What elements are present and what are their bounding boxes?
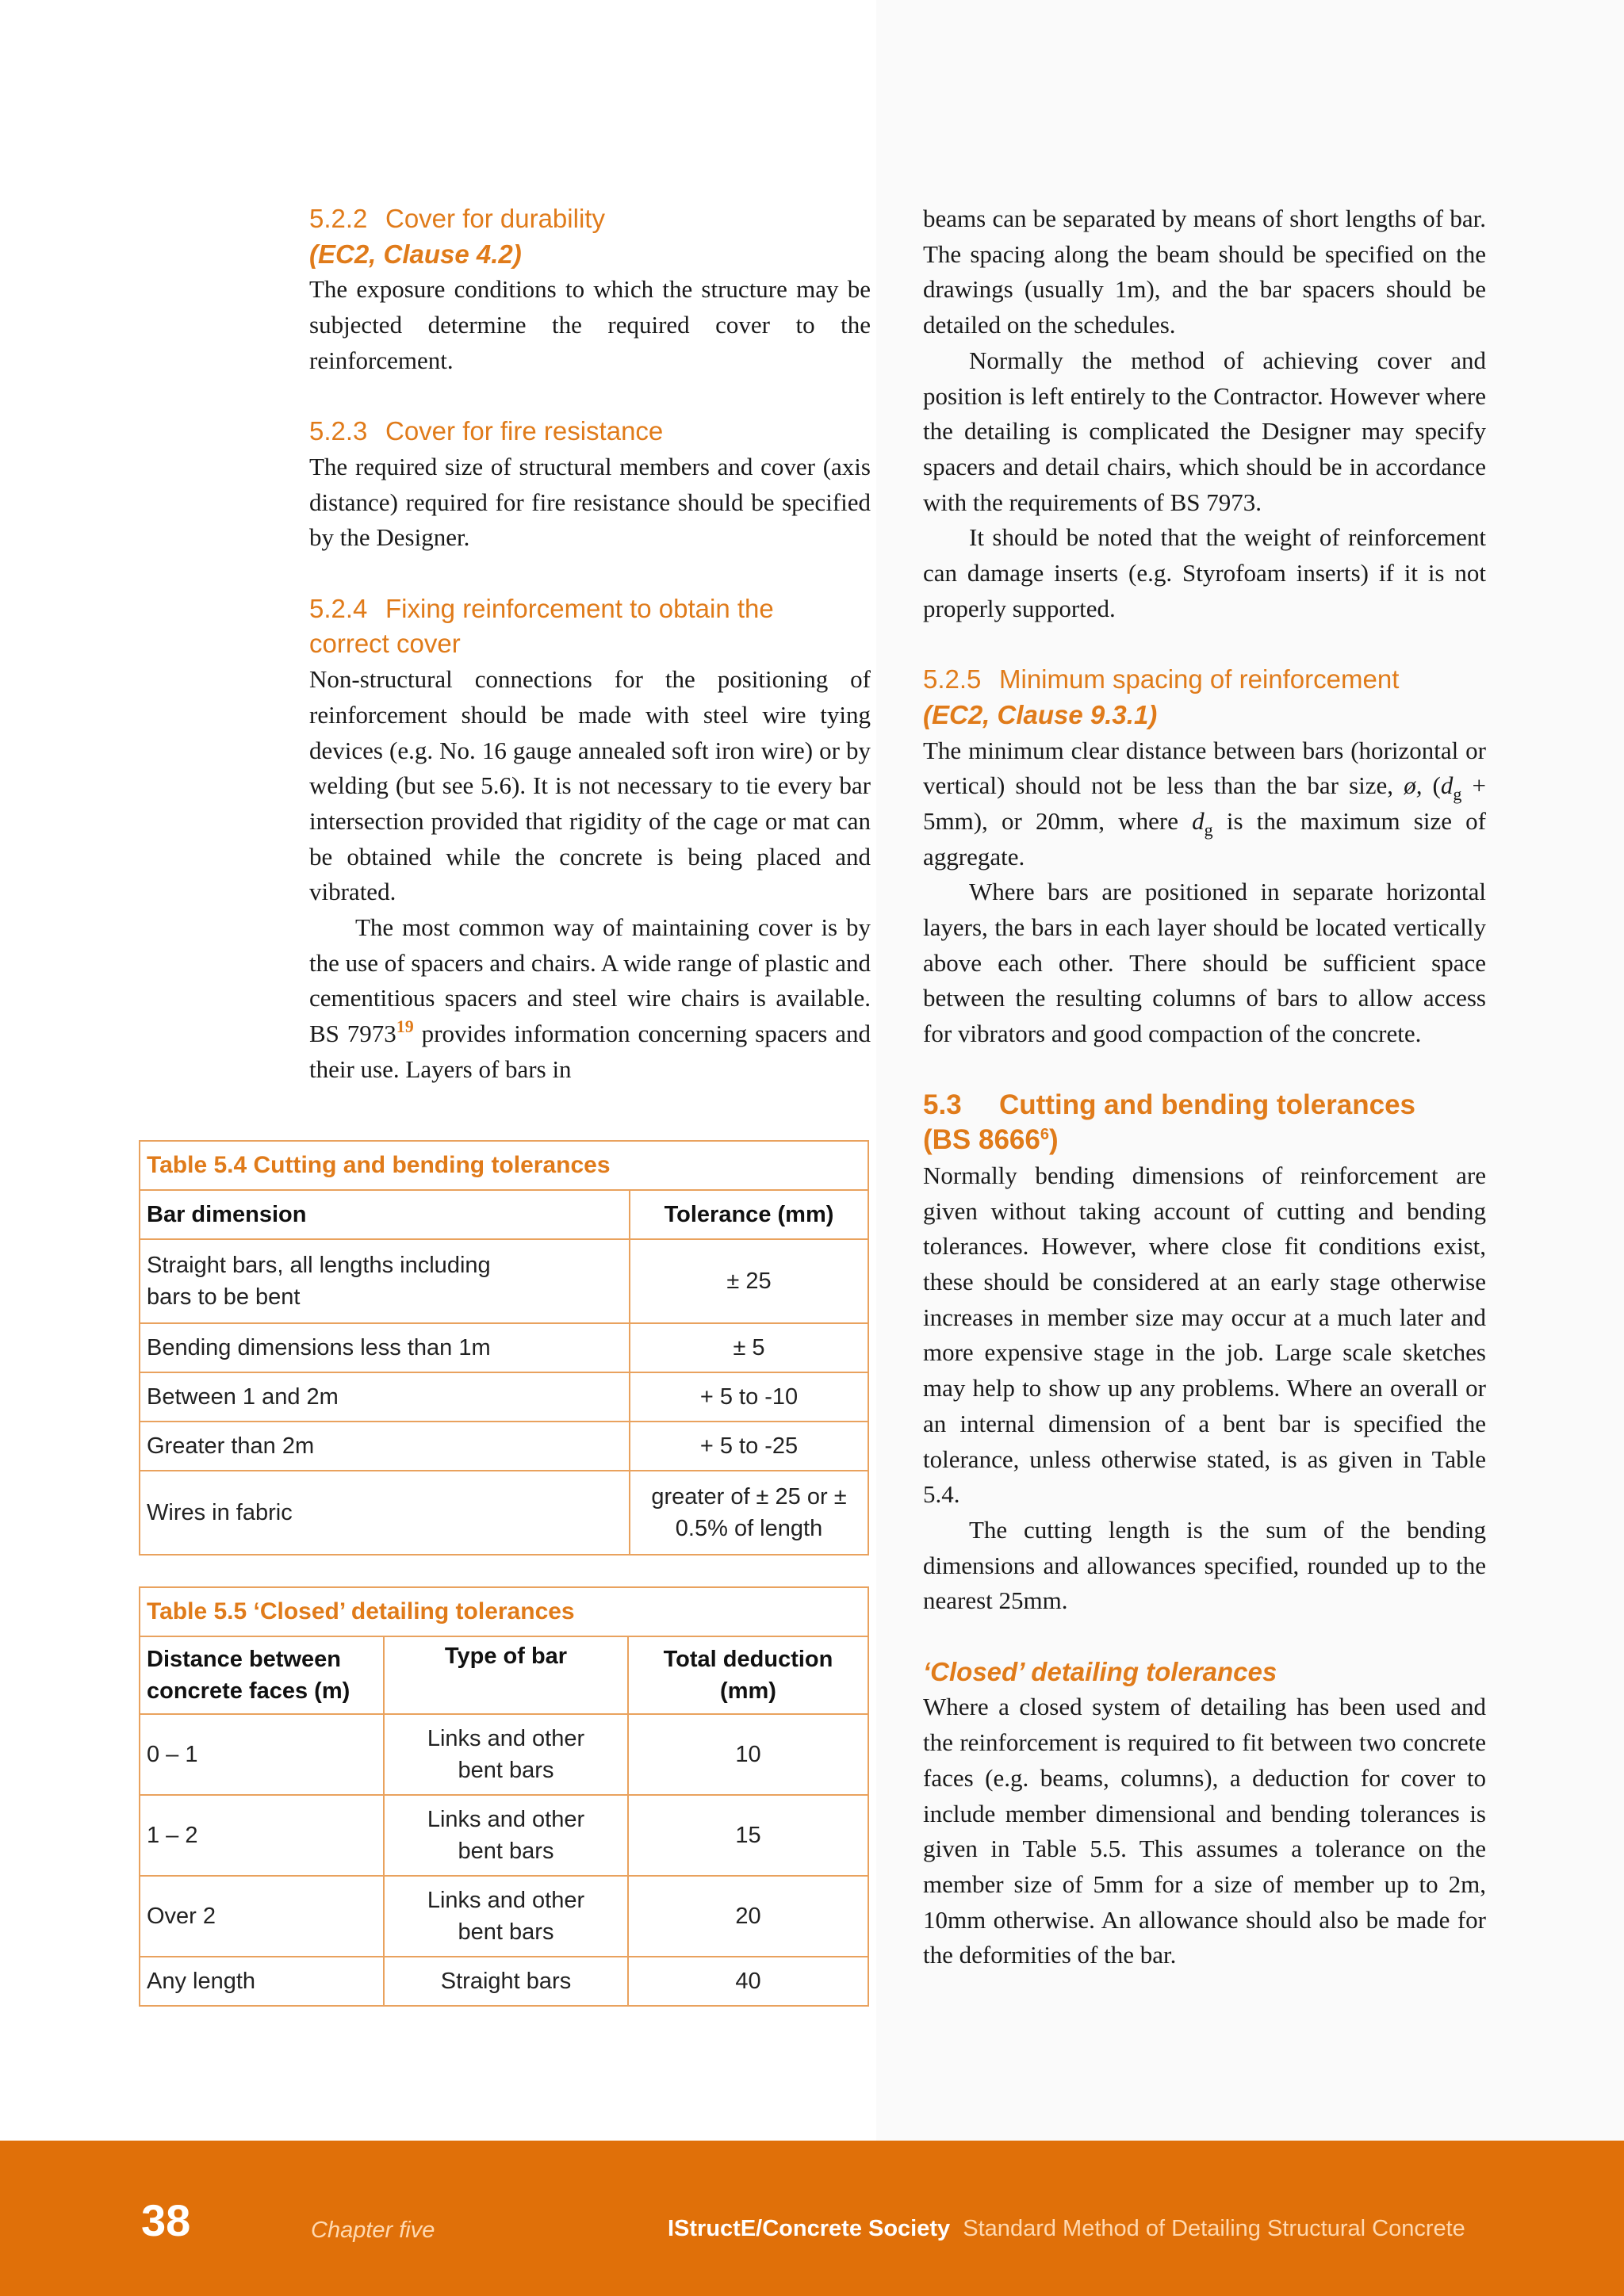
paragraph: The minimum clear distance between bars (horizontal or vertical) should not be less than the bar size, ø, $(d_g + 5mm)$, or 20mm, where $d_g$ is the maximum size of aggregate. <box>923 736 1487 871</box>
clause-ref-5-2-5: (EC2, Clause 9.3.1) <box>923 699 1158 729</box>
heading-5-2-3: 5.2.3 Cover for fire resistance <box>309 416 664 446</box>
table-row: Wires in fabric greater of ± 25 or ± 0.5% of length <box>140 1471 868 1555</box>
footnote-ref[interactable]: 19 <box>396 1016 414 1037</box>
table-header: Tolerance (mm) <box>630 1190 868 1239</box>
table-header: Bar dimension <box>140 1190 630 1239</box>
heading-5-2-5: 5.2.5 Minimum spacing of reinforcement <box>923 664 1400 695</box>
chapter-label: Chapter five <box>311 2218 435 2243</box>
table-header: Total deduction (mm) <box>628 1636 868 1714</box>
paragraph: beams can be separated by means of short lengths of bar. The spacing along the beam should be specified on the drawings (usually 1m), and the bar spacers should be detailed on the schedules. <box>923 205 1486 339</box>
table-row: Greater than 2m + 5 to -25 <box>140 1422 868 1471</box>
publisher: IStructE/Concrete Society <box>668 2216 951 2241</box>
page-number: 38 <box>141 2195 191 2245</box>
publication-title <box>668 2216 1465 2242</box>
table-row: Over 2 Links and other bent bars 20 <box>140 1876 868 1957</box>
paragraph: It should be noted that the weight of reinforcement can damage inserts (e.g. Styrofoam inserts) if it is not properly supported. <box>923 523 1486 622</box>
footnote-ref[interactable]: 6 <box>1040 1126 1049 1144</box>
paragraph: Where a closed system of detailing has been used and the reinforcement is required to fit between two concrete faces (e.g. beams, columns), a deduction for cover to include member dimensional and bending tolerances is given in Table 5.5. This assumes a tolerance on the member size of 5mm for a size of member up to 2m, 10mm otherwise. An allowance should also be made for the deformities of the bar. <box>923 1693 1486 1969</box>
table-caption: Table 5.5 ‘Closed’ detailing tolerances <box>140 1587 868 1636</box>
paragraph: The required size of structural members and cover (axis distance) required for fire resistance should be specified by the Designer. <box>309 452 871 552</box>
table-row: Bending dimensions less than 1m ± 5 <box>140 1323 868 1372</box>
paragraph: Normally the method of achieving cover and position is left entirely to the Contractor. However where the detailing is complicated the Designer may specify spacers and detail chairs, which should be in accordance with the requirements of BS 7973. <box>923 346 1486 516</box>
table-row: Straight bars, all lengths including bars to be bent ± 25 <box>140 1239 868 1323</box>
paragraph: The most common way of maintaining cover is by the use of spacers and chairs. A wide range of plastic and cementitious spacers and steel wire chairs is available. BS 7973$^{19}$ provides information concerning spacers and their use. Layers of bars in <box>309 913 871 1083</box>
table-header: Type of bar <box>384 1636 628 1714</box>
table-caption: Table 5.4 Cutting and bending tolerances <box>140 1141 868 1190</box>
heading-5-2-4: 5.2.4 Fixing reinforcement to obtain the correct cover <box>309 593 774 659</box>
left-column <box>309 201 871 1088</box>
heading-closed-detailing: ‘Closed’ detailing tolerances <box>923 1656 1277 1686</box>
right-column <box>923 201 1486 1973</box>
table-row: 1 – 2 Links and other bent bars 15 <box>140 1795 868 1876</box>
clause-ref-5-2-2: (EC2, Clause 4.2) <box>309 239 522 269</box>
paragraph: Non-structural connections for the positioning of reinforcement should be made with steel wire tying devices (e.g. No. 16 gauge annealed soft iron wire) or by welding (but see 5.6). It is not necessary to tie every bar intersection provided that rigidity of the cage or mat can be obtained while the concrete is being placed and vibrated. <box>309 665 871 906</box>
table-5-4 <box>139 1140 869 1556</box>
table-5-5 <box>139 1586 869 2007</box>
paragraph: Normally bending dimensions of reinforcement are given without taking account of cutting and bending tolerances. However, where close fit conditions exist, these should be considered at an early stage otherwise increases in member size may occur at a much later and more expensive stage in the job. Large scale sketches may help to show up any problems. Where an overall or an internal dimension of a bent bar is specified the tolerance, unless otherwise stated, is as given in Table 5.4. <box>923 1161 1486 1509</box>
table-row: 0 – 1 Links and other bent bars 10 <box>140 1714 868 1795</box>
paragraph: Where bars are positioned in separate horizontal layers, the bars in each layer should be located vertically above each other. There should be sufficient space between the resulting columns of bars to allow access for vibrators and good compaction of the concrete. <box>923 878 1486 1048</box>
table-row: Any length Straight bars 40 <box>140 1957 868 2006</box>
table-header: Distance between concrete faces (m) <box>140 1636 384 1714</box>
heading-5-2-2: 5.2.2 Cover for durability <box>309 204 605 233</box>
book-title: Standard Method of Detailing Structural Concrete <box>963 2216 1465 2241</box>
paragraph: The cutting length is the sum of the bending dimensions and allowances specified, rounded up to the nearest 25mm. <box>923 1515 1486 1615</box>
heading-5-3: 5.3 Cutting and bending tolerances (BS 8666$^6$) <box>923 1089 1416 1156</box>
paragraph: The exposure conditions to which the structure may be subjected determine the required cover to the reinforcement. <box>309 275 871 374</box>
table-row: Between 1 and 2m + 5 to -10 <box>140 1372 868 1422</box>
